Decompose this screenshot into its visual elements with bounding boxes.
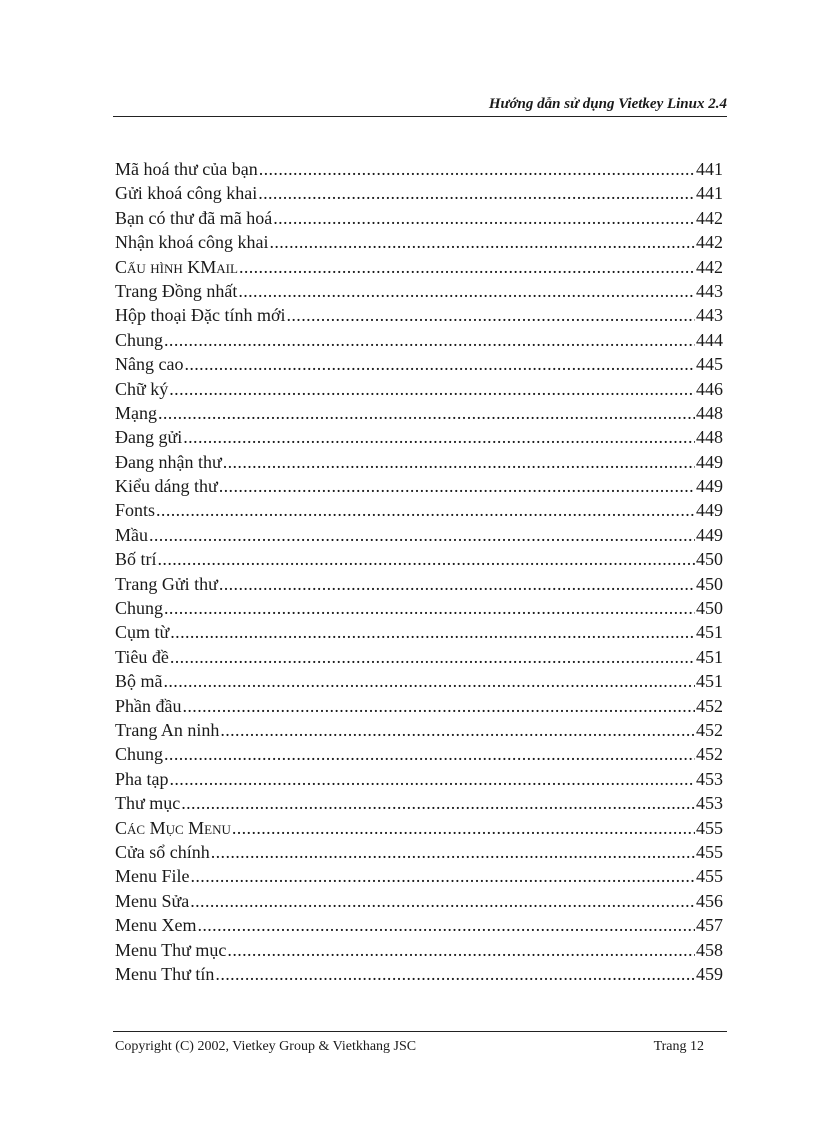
toc-entry-page: 453 bbox=[696, 768, 723, 789]
toc-entry[interactable] bbox=[115, 498, 723, 522]
toc-dot-leader bbox=[258, 181, 695, 205]
toc-entry[interactable] bbox=[115, 474, 723, 498]
toc-entry-page: 455 bbox=[696, 866, 723, 887]
toc-dot-leader bbox=[156, 498, 695, 522]
toc-entry-page: 452 bbox=[696, 719, 723, 740]
toc-entry-title: Phần đầu bbox=[115, 695, 182, 716]
toc-dot-leader bbox=[181, 791, 695, 815]
toc-dot-leader bbox=[232, 816, 695, 840]
toc-entry-title: Mã hoá thư của bạn bbox=[115, 159, 258, 179]
toc-entry-page: 449 bbox=[696, 476, 723, 497]
toc-dot-leader bbox=[220, 718, 695, 742]
toc-entry[interactable] bbox=[115, 767, 723, 791]
toc-entry-title: Bộ mã bbox=[115, 671, 163, 692]
toc-entry-page: 457 bbox=[696, 915, 723, 936]
toc-dot-leader bbox=[239, 255, 695, 279]
toc-entry[interactable] bbox=[115, 352, 723, 376]
toc-dot-leader bbox=[219, 474, 695, 498]
toc-entry-title: Pha tạp bbox=[115, 768, 169, 789]
toc-entry-page: 451 bbox=[696, 646, 723, 667]
toc-entry-page: 444 bbox=[696, 329, 723, 350]
toc-entry-title: Menu Thư tín bbox=[115, 963, 215, 984]
toc-entry-page: 445 bbox=[696, 354, 723, 375]
footer-page-number: Trang 12 bbox=[653, 1039, 704, 1054]
toc-entry-title: Trang An ninh bbox=[115, 719, 220, 740]
toc-dot-leader bbox=[170, 645, 695, 669]
toc-entry[interactable] bbox=[115, 157, 723, 181]
toc-entry[interactable] bbox=[115, 718, 723, 742]
toc-entry[interactable] bbox=[115, 230, 723, 254]
toc-entry[interactable] bbox=[115, 864, 723, 888]
toc-entry-page: 459 bbox=[696, 963, 723, 984]
toc-entry-page: 452 bbox=[696, 695, 723, 716]
toc-dot-leader bbox=[170, 767, 696, 791]
toc-entry-title: Bố trí bbox=[115, 549, 157, 570]
toc-entry-page: 450 bbox=[696, 598, 723, 619]
toc-entry-title: Menu Thư mục bbox=[115, 939, 227, 960]
toc-dot-leader bbox=[184, 352, 695, 376]
toc-dot-leader bbox=[211, 840, 695, 864]
toc-entry-title: Menu File bbox=[115, 866, 190, 887]
toc-entry-title: Chung bbox=[115, 329, 164, 350]
toc-dot-leader bbox=[223, 450, 695, 474]
toc-dot-leader bbox=[164, 596, 695, 620]
toc-entry[interactable] bbox=[115, 889, 723, 913]
toc-dot-leader bbox=[269, 230, 695, 254]
toc-entry-title: Menu Sửa bbox=[115, 890, 190, 911]
toc-dot-leader bbox=[219, 572, 695, 596]
toc-entry[interactable] bbox=[115, 255, 723, 279]
page-header bbox=[113, 92, 727, 117]
toc-entry-title: Mầu bbox=[115, 524, 148, 545]
toc-entry-title: Chữ ký bbox=[115, 378, 169, 399]
toc-dot-leader bbox=[287, 303, 696, 327]
toc-entry[interactable] bbox=[115, 913, 723, 937]
toc-entry-title: Trang Gửi thư bbox=[115, 573, 218, 594]
footer-copyright: Copyright (C) 2002, Vietkey Group & Vietkhang JSC bbox=[115, 1039, 417, 1054]
toc-entry[interactable] bbox=[115, 328, 723, 352]
toc-dot-leader bbox=[170, 620, 695, 644]
page-footer bbox=[113, 1031, 727, 1054]
toc-dot-leader bbox=[169, 377, 695, 401]
toc-entry[interactable] bbox=[115, 279, 723, 303]
toc-dot-leader bbox=[273, 206, 695, 230]
toc-entry[interactable] bbox=[115, 425, 723, 449]
toc-entry-title: Nâng cao bbox=[115, 354, 184, 375]
toc-entry-title: Cấu hình KMail bbox=[115, 256, 238, 277]
toc-entry-page: 456 bbox=[696, 890, 723, 911]
toc-entry-page: 442 bbox=[696, 232, 723, 253]
toc-entry-title: Thư mục bbox=[115, 793, 181, 814]
toc-entry-page: 453 bbox=[696, 793, 723, 814]
toc-entry-page: 455 bbox=[696, 817, 723, 838]
toc-entry-title: Mạng bbox=[115, 402, 157, 423]
toc-dot-leader bbox=[215, 962, 695, 986]
toc-entry-title: Hộp thoại Đặc tính mới bbox=[115, 305, 286, 326]
toc-entry[interactable] bbox=[115, 962, 723, 986]
toc-entry-page: 449 bbox=[696, 500, 723, 521]
toc-entry-page: 450 bbox=[696, 549, 723, 570]
toc-dot-leader bbox=[190, 889, 695, 913]
toc-entry-title: Đang gửi bbox=[115, 427, 183, 448]
toc-entry[interactable] bbox=[115, 377, 723, 401]
toc-entry-title: Gửi khoá công khai bbox=[115, 183, 258, 204]
toc-entry[interactable] bbox=[115, 645, 723, 669]
toc-entry[interactable] bbox=[115, 938, 723, 962]
toc-entry-page: 442 bbox=[696, 207, 723, 228]
toc-entry[interactable] bbox=[115, 572, 723, 596]
toc-entry-page: 446 bbox=[696, 378, 723, 399]
toc-entry-page: 448 bbox=[696, 402, 723, 423]
toc-entry[interactable] bbox=[115, 303, 723, 327]
toc-entry-page: 449 bbox=[696, 451, 723, 472]
toc-entry-page: 450 bbox=[696, 573, 723, 594]
toc-entry-title: Chung bbox=[115, 598, 164, 619]
toc-dot-leader bbox=[191, 864, 696, 888]
toc-dot-leader bbox=[227, 938, 695, 962]
table-of-contents bbox=[115, 157, 723, 986]
toc-dot-leader bbox=[183, 694, 696, 718]
toc-entry-page: 441 bbox=[696, 159, 723, 179]
toc-entry-page: 443 bbox=[696, 305, 723, 326]
toc-entry[interactable] bbox=[115, 669, 723, 693]
toc-dot-leader bbox=[197, 913, 695, 937]
toc-dot-leader bbox=[158, 547, 695, 571]
toc-entry[interactable] bbox=[115, 791, 723, 815]
header-title: Hướng dẫn sử dụng Vietkey Linux 2.4 bbox=[488, 96, 727, 112]
toc-entry-title: Cửa sổ chính bbox=[115, 841, 210, 862]
toc-entry-title: Kiểu dáng thư bbox=[115, 476, 218, 497]
toc-entry-page: 451 bbox=[696, 622, 723, 643]
toc-entry-title: Các Mục Menu bbox=[115, 817, 231, 838]
toc-dot-leader bbox=[238, 279, 695, 303]
toc-entry[interactable] bbox=[115, 694, 723, 718]
toc-entry[interactable] bbox=[115, 523, 723, 547]
toc-entry[interactable] bbox=[115, 620, 723, 644]
toc-dot-leader bbox=[158, 401, 695, 425]
toc-entry[interactable] bbox=[115, 547, 723, 571]
toc-dot-leader bbox=[259, 157, 695, 181]
toc-entry[interactable] bbox=[115, 401, 723, 425]
toc-dot-leader bbox=[164, 742, 695, 766]
toc-entry-page: 451 bbox=[696, 671, 723, 692]
toc-entry[interactable] bbox=[115, 816, 723, 840]
toc-dot-leader bbox=[164, 328, 695, 352]
toc-entry-title: Chung bbox=[115, 744, 164, 765]
toc-dot-leader bbox=[183, 425, 695, 449]
toc-entry[interactable] bbox=[115, 206, 723, 230]
toc-entry-title: Trang Đồng nhất bbox=[115, 280, 238, 301]
toc-dot-leader bbox=[164, 669, 696, 693]
toc-entry-page: 442 bbox=[696, 256, 723, 277]
toc-entry-page: 452 bbox=[696, 744, 723, 765]
toc-entry-page: 443 bbox=[696, 280, 723, 301]
toc-entry[interactable] bbox=[115, 840, 723, 864]
toc-entry-page: 455 bbox=[696, 841, 723, 862]
toc-entry[interactable] bbox=[115, 181, 723, 205]
toc-entry[interactable] bbox=[115, 596, 723, 620]
toc-entry-page: 441 bbox=[696, 183, 723, 204]
toc-dot-leader bbox=[149, 523, 695, 547]
toc-entry-title: Nhận khoá công khai bbox=[115, 232, 269, 253]
toc-entry-page: 458 bbox=[696, 939, 723, 960]
toc-entry-page: 448 bbox=[696, 427, 723, 448]
toc-entry-title: Tiêu đề bbox=[115, 646, 169, 667]
toc-entry-title: Bạn có thư đã mã hoá bbox=[115, 207, 273, 228]
toc-entry-title: Menu Xem bbox=[115, 915, 197, 936]
toc-entry[interactable] bbox=[115, 450, 723, 474]
toc-entry-page: 449 bbox=[696, 524, 723, 545]
toc-entry-title: Fonts bbox=[115, 500, 156, 521]
toc-entry[interactable] bbox=[115, 742, 723, 766]
toc-entry-title: Cụm từ bbox=[115, 622, 170, 643]
toc-entry-title: Đang nhận thư bbox=[115, 451, 222, 472]
